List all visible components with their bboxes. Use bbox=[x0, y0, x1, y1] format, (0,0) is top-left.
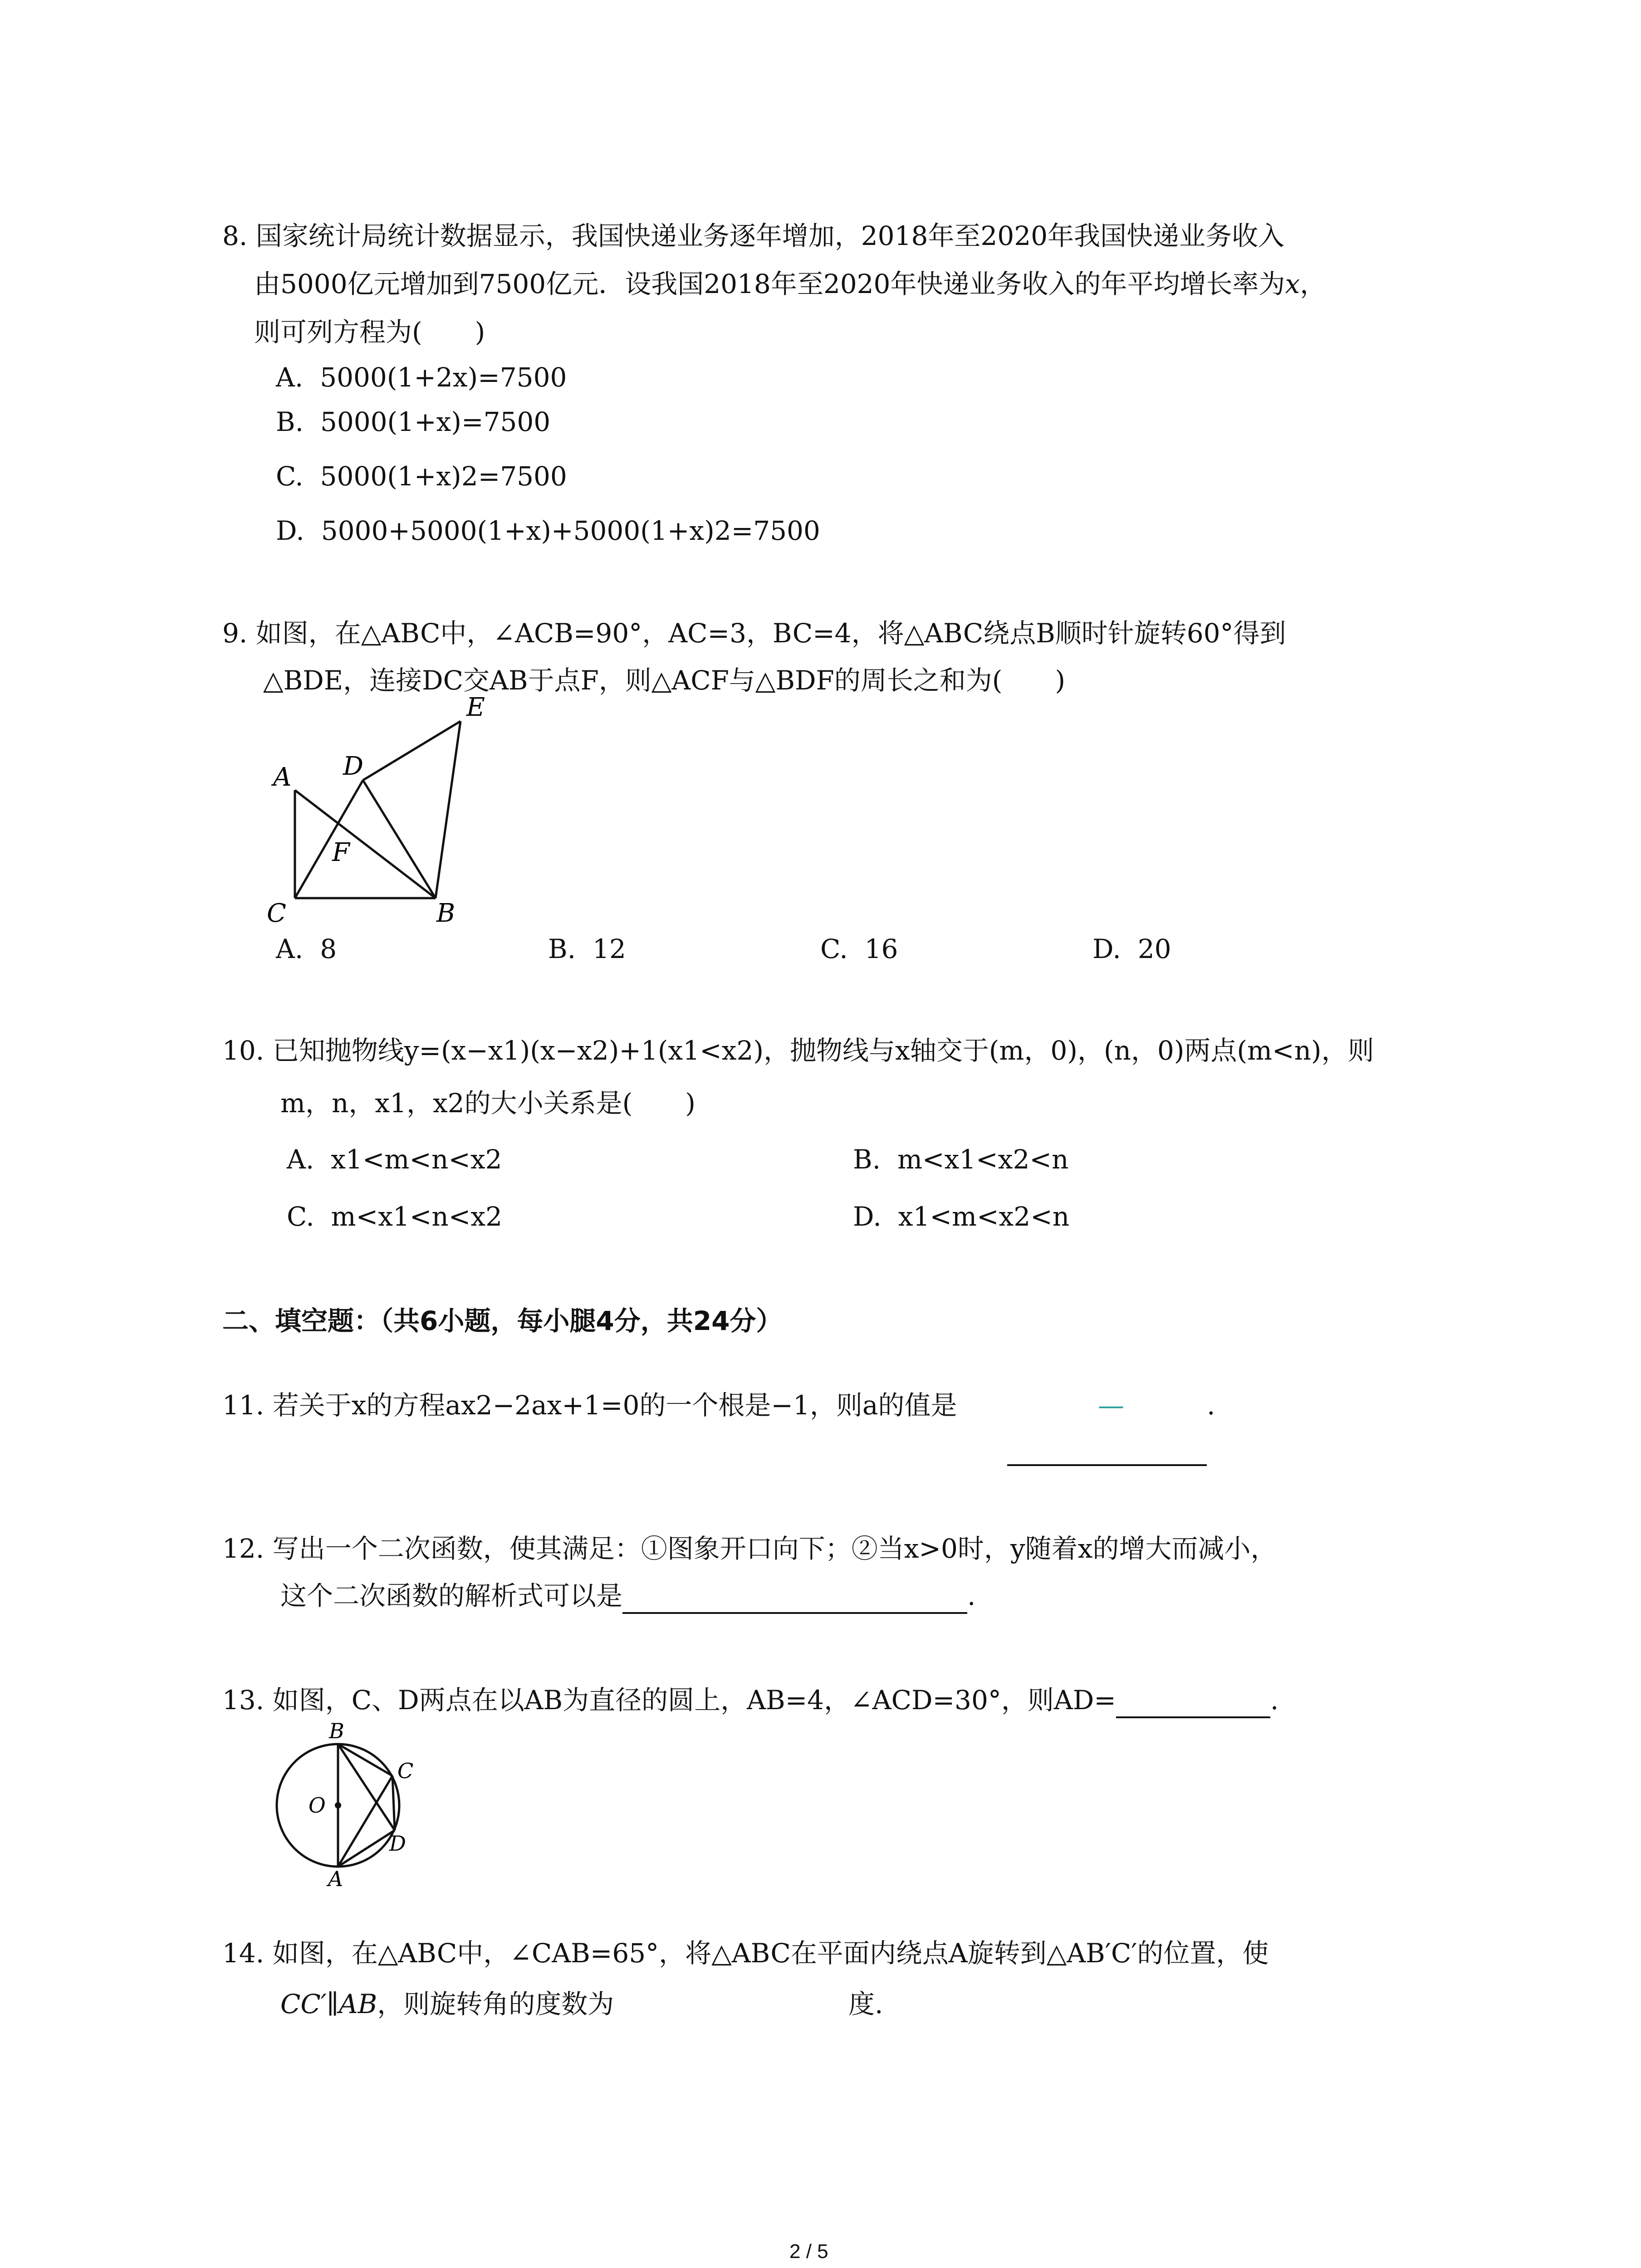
q12-line2: 这个二次函数的解析式可以是 . bbox=[280, 1578, 975, 1614]
q11-answer-blank[interactable] bbox=[1007, 1464, 1207, 1466]
q9-triangle-figure bbox=[254, 694, 526, 930]
q8-option-c[interactable]: C. 5000(1+x)2=7500 bbox=[276, 461, 567, 492]
q13-line: 13. 如图，C、D两点在以AB为直径的圆上，AB=4，∠ACD=30°，则AD= . bbox=[222, 1682, 1279, 1718]
q12-line1: 12. 写出一个二次函数，使其满足：①图象开口向下；②当x>0时，y随着x的增大而减小， bbox=[222, 1533, 1277, 1564]
label-d: D bbox=[343, 752, 363, 781]
q14-number: 14. bbox=[222, 1938, 265, 1969]
q10-number: 10. bbox=[222, 1035, 265, 1066]
q9-number: 9. bbox=[222, 618, 248, 649]
q8-option-a[interactable]: A. 5000(1+2x)=7500 bbox=[276, 362, 567, 393]
q8-number: 8. bbox=[222, 220, 248, 251]
segment-de bbox=[363, 721, 460, 780]
q9-option-b[interactable]: B. 12 bbox=[548, 934, 626, 964]
q10-line2: m，n，x1，x2的大小关系是( ) bbox=[280, 1088, 696, 1119]
q9-option-a[interactable]: A. 8 bbox=[276, 934, 337, 964]
page-number: 2 / 5 bbox=[789, 2240, 828, 2263]
q14-line2-end: 度. bbox=[848, 1989, 883, 2019]
label-e: E bbox=[466, 694, 485, 722]
segment-bc bbox=[338, 1744, 392, 1776]
q9-option-c[interactable]: C. 16 bbox=[820, 934, 898, 964]
q13-number: 13. bbox=[222, 1685, 265, 1716]
q8-line1 bbox=[222, 218, 1284, 254]
label-c: C bbox=[397, 1759, 414, 1783]
label-a: A bbox=[273, 763, 292, 792]
q11-number: 11. bbox=[222, 1390, 265, 1421]
q12-answer-blank[interactable] bbox=[622, 1585, 967, 1614]
q14-line1: 14. 如图，在△ABC中，∠CAB=65°，将△ABC在平面内绕点A旋转到△AB′C′的位置，使 bbox=[222, 1938, 1269, 1969]
q9-line1: 9. 如图，在△ABC中，∠ACB=90°，AC=3，BC=4，将△ABC绕点B顺时针旋转60°得到 bbox=[222, 618, 1286, 649]
q10-line1: 10. 已知抛物线y=(x−x1)(x−x2)+1(x1<x2)，抛物线与x轴交于(m，0)，(n，0)两点(m<n)，则 bbox=[222, 1035, 1374, 1066]
q11-answer-mark: — bbox=[1098, 1390, 1124, 1421]
q9-line2: △BDE，连接DC交AB于点F，则△ACF与△BDF的周长之和为( ) bbox=[263, 665, 1066, 696]
segment-bd bbox=[363, 780, 436, 898]
q8-option-b[interactable]: B. 5000(1+x)=7500 bbox=[276, 406, 551, 437]
label-o: O bbox=[309, 1793, 326, 1818]
q10-option-d[interactable]: D. x1<m<x2<n bbox=[853, 1201, 1070, 1232]
q10-option-c[interactable]: C. m<x1<n<x2 bbox=[287, 1201, 502, 1232]
label-b: B bbox=[436, 899, 456, 928]
q10-option-a[interactable]: A. x1<m<n<x2 bbox=[287, 1144, 502, 1175]
segment-eb bbox=[436, 721, 460, 898]
q8-option-d[interactable]: D. 5000+5000(1+x)+5000(1+x)2=7500 bbox=[276, 515, 820, 546]
q13-circle-figure bbox=[263, 1719, 454, 1910]
q8-text-line1: 国家统计局统计数据显示，我国快递业务逐年增加，2018年至2020年我国快递业务收入 bbox=[255, 220, 1284, 251]
segment-ac bbox=[338, 1776, 392, 1867]
center-point bbox=[335, 1802, 341, 1809]
segment-ad bbox=[338, 1830, 395, 1867]
label-d: D bbox=[389, 1831, 406, 1856]
q11-end: . bbox=[1207, 1390, 1215, 1421]
q13-answer-blank[interactable] bbox=[1116, 1689, 1270, 1718]
section-heading: 二、填空题：（共6小题，每小腿4分，共24分） bbox=[222, 1305, 783, 1336]
q10-option-b[interactable]: B. m<x1<x2<n bbox=[853, 1144, 1069, 1175]
q14-line2: CC′∥AB，则旋转角的度数为 bbox=[280, 1989, 614, 2019]
label-a: A bbox=[328, 1867, 343, 1891]
q11-line: 11. 若关于x的方程ax2−2ax+1=0的一个根是−1，则a的值是 bbox=[222, 1390, 957, 1421]
q12-number: 12. bbox=[222, 1533, 265, 1564]
q8-line3: 则可列方程为( ) bbox=[254, 317, 485, 347]
segment-ab bbox=[295, 790, 436, 898]
q8-line2: 由5000亿元增加到7500亿元．设我国2018年至2020年快递业务收入的年平均增长率为x， bbox=[254, 269, 1327, 299]
label-c: C bbox=[267, 899, 286, 928]
q9-option-d[interactable]: D. 20 bbox=[1092, 934, 1171, 964]
label-f: F bbox=[332, 838, 350, 867]
label-b: B bbox=[329, 1719, 344, 1743]
